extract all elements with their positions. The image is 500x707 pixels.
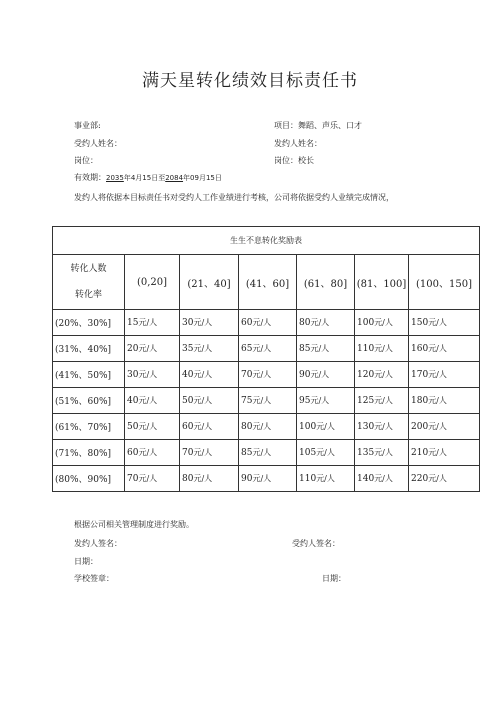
reward-unit: 元/人 [428,344,447,353]
range-header: (41、60] [239,255,297,310]
reward-cell [239,336,297,362]
reward-amount: 95 [299,396,311,406]
rate-cell: (31%、40%] [53,336,125,362]
reward-unit: 元/人 [316,448,335,457]
validity-start-rest: 年4月15日至 [123,174,166,182]
reward-cell [297,310,355,336]
reward-unit: 元/人 [193,448,213,457]
reward-amount: 180 [411,396,429,406]
reward-cell [409,362,480,388]
reward-amount: 70 [241,370,253,380]
reward-unit: 元/人 [252,448,272,457]
reward-cell [180,466,239,492]
reward-amount: 60 [182,422,194,432]
reward-unit: 元/人 [252,396,272,405]
reward-unit: 元/人 [374,396,393,405]
reward-unit: 元/人 [374,344,393,353]
reward-amount: 80 [182,474,194,484]
reward-amount: 100 [299,422,317,432]
reward-cell [180,336,239,362]
reward-cell [239,310,297,336]
reward-cell [297,414,355,440]
date-label: 日期： [74,557,98,566]
reward-unit: 元/人 [252,318,272,327]
school-stamp-label: 学校签章： [74,574,114,583]
reward-unit: 元/人 [252,344,272,353]
reward-unit: 元/人 [428,396,447,405]
reward-unit: 元/人 [138,318,158,327]
reward-unit: 元/人 [193,396,213,405]
reward-table [52,226,480,492]
reward-cell [125,310,180,336]
rate-cell: (20%、30%] [53,310,125,336]
reward-amount: 125 [357,396,375,406]
reward-cell [125,414,180,440]
dept-label: 事业部: [74,121,101,130]
reward-unit: 元/人 [193,344,213,353]
reward-amount: 30 [127,370,139,380]
reward-cell [239,440,297,466]
reward-amount: 70 [127,474,139,484]
reward-unit: 元/人 [138,474,158,483]
reward-unit: 元/人 [193,370,213,379]
reward-cell [355,440,409,466]
project-label: 项目：舞蹈、声乐、口才 [274,121,362,130]
table-row [53,466,480,492]
reward-unit: 元/人 [374,474,393,483]
reward-amount: 75 [241,396,253,406]
range-header: (100、150] [409,255,480,310]
reward-unit: 元/人 [428,474,447,483]
rate-cell: (51%、60%] [53,388,125,414]
reward-amount: 105 [299,448,317,458]
reward-cell [125,466,180,492]
rate-cell: (41%、50%] [53,362,125,388]
reward-amount: 135 [357,448,375,458]
reward-unit: 元/人 [193,422,213,431]
reward-amount: 50 [127,422,139,432]
document-title: 满天星转化绩效目标责任书 [142,71,358,91]
reward-unit: 元/人 [374,448,393,457]
reward-unit: 元/人 [316,422,335,431]
reward-unit: 元/人 [138,422,158,431]
reward-amount: 80 [299,318,311,328]
footer-note: 根据公司相关管理制度进行奖励。 [74,520,194,529]
reward-amount: 65 [241,344,253,354]
reward-amount: 220 [411,474,429,484]
reward-amount: 50 [182,396,194,406]
reward-amount: 140 [357,474,375,484]
reward-amount: 40 [182,370,194,380]
date-right-label: 日期： [322,574,346,583]
reward-cell [180,310,239,336]
range-header: (21、40] [180,255,239,310]
table-caption-row [53,227,480,255]
reward-unit: 元/人 [252,370,272,379]
reward-table-body [53,310,480,492]
reward-unit: 元/人 [252,474,272,483]
reward-unit: 元/人 [252,422,272,431]
table-row [53,362,480,388]
reward-cell [125,362,180,388]
validity-label: 有效期： [74,173,106,182]
reward-unit: 元/人 [374,422,393,431]
reward-cell [297,466,355,492]
recipient-sign-label: 受约人签名： [292,539,340,548]
reward-unit: 元/人 [310,318,330,327]
table-row [53,388,480,414]
reward-cell [180,362,239,388]
reward-amount: 80 [241,422,253,432]
reward-cell [409,414,480,440]
reward-unit: 元/人 [310,344,330,353]
reward-unit: 元/人 [138,396,158,405]
reward-cell [239,414,297,440]
reward-amount: 200 [411,422,429,432]
corner-bottom-label: 转化率 [74,290,102,300]
validity-start-year: 2035 [106,174,124,182]
reward-cell [355,388,409,414]
reward-cell [409,310,480,336]
reward-unit: 元/人 [138,448,158,457]
rate-cell: (80%、90%] [53,466,125,492]
rate-cell: (71%、80%] [53,440,125,466]
reward-cell [125,388,180,414]
reward-unit: 元/人 [193,474,213,483]
reward-unit: 元/人 [428,318,447,327]
reward-amount: 160 [411,344,429,354]
table-caption: 生生不息转化奖励表 [53,227,480,255]
reward-cell [125,336,180,362]
reward-unit: 元/人 [316,474,335,483]
reward-cell [409,336,480,362]
reward-amount: 100 [357,318,375,328]
position-left-label: 岗位： [74,156,98,165]
reward-amount: 210 [411,448,429,458]
reward-cell [239,362,297,388]
header-corner-cell [53,255,125,310]
intro-text: 发约人将依据本目标责任书对受约人工作业绩进行考核，公司将依据受约人业绩完成情况， [74,193,394,202]
range-header: (61、80] [297,255,355,310]
reward-cell [297,362,355,388]
reward-cell [297,388,355,414]
reward-amount: 85 [299,344,311,354]
table-header-row [53,255,480,310]
reward-unit: 元/人 [193,318,213,327]
reward-amount: 20 [127,344,139,354]
reward-unit: 元/人 [428,422,447,431]
table-row [53,310,480,336]
reward-amount: 30 [182,318,194,328]
reward-unit: 元/人 [428,448,447,457]
rate-cell: (61%、70%] [53,414,125,440]
position-right-label: 岗位：校长 [274,156,314,165]
reward-amount: 35 [182,344,194,354]
reward-unit: 元/人 [374,318,393,327]
reward-cell [355,414,409,440]
validity-line [74,172,222,183]
reward-amount: 60 [127,448,139,458]
recipient-name-label: 受约人姓名： [74,139,122,148]
validity-end-year: 2084 [165,174,184,182]
reward-amount: 90 [241,474,253,484]
reward-amount: 90 [299,370,311,380]
issuer-name-label: 发约人姓名： [274,139,322,148]
reward-cell [180,388,239,414]
table-row [53,440,480,466]
range-header: (0,20] [125,255,180,310]
reward-cell [239,388,297,414]
reward-cell [409,388,480,414]
table-row [53,336,480,362]
reward-unit: 元/人 [310,396,330,405]
reward-cell [409,440,480,466]
reward-amount: 110 [357,344,375,354]
reward-amount: 70 [182,448,194,458]
reward-amount: 85 [241,448,253,458]
reward-unit: 元/人 [138,370,158,379]
reward-cell [355,336,409,362]
issuer-sign-label: 发约人签名： [74,539,122,548]
table-row [53,414,480,440]
corner-top-label: 转化人数 [70,264,107,274]
reward-amount: 110 [299,474,317,484]
reward-cell [297,336,355,362]
reward-unit: 元/人 [138,344,158,353]
reward-amount: 15 [127,318,139,328]
reward-cell [180,414,239,440]
reward-unit: 元/人 [374,370,393,379]
reward-amount: 120 [357,370,375,380]
reward-unit: 元/人 [310,370,330,379]
reward-cell [180,440,239,466]
reward-amount: 170 [411,370,429,380]
reward-unit: 元/人 [428,370,447,379]
reward-cell [239,466,297,492]
validity-end-rest: 年09月15日 [183,174,222,182]
reward-cell [409,466,480,492]
range-header: (81、100] [355,255,409,310]
reward-cell [125,440,180,466]
reward-amount: 60 [241,318,253,328]
reward-amount: 130 [357,422,375,432]
reward-cell [355,310,409,336]
reward-amount: 40 [127,396,139,406]
reward-cell [355,466,409,492]
reward-amount: 150 [411,318,429,328]
reward-cell [355,362,409,388]
reward-cell [297,440,355,466]
